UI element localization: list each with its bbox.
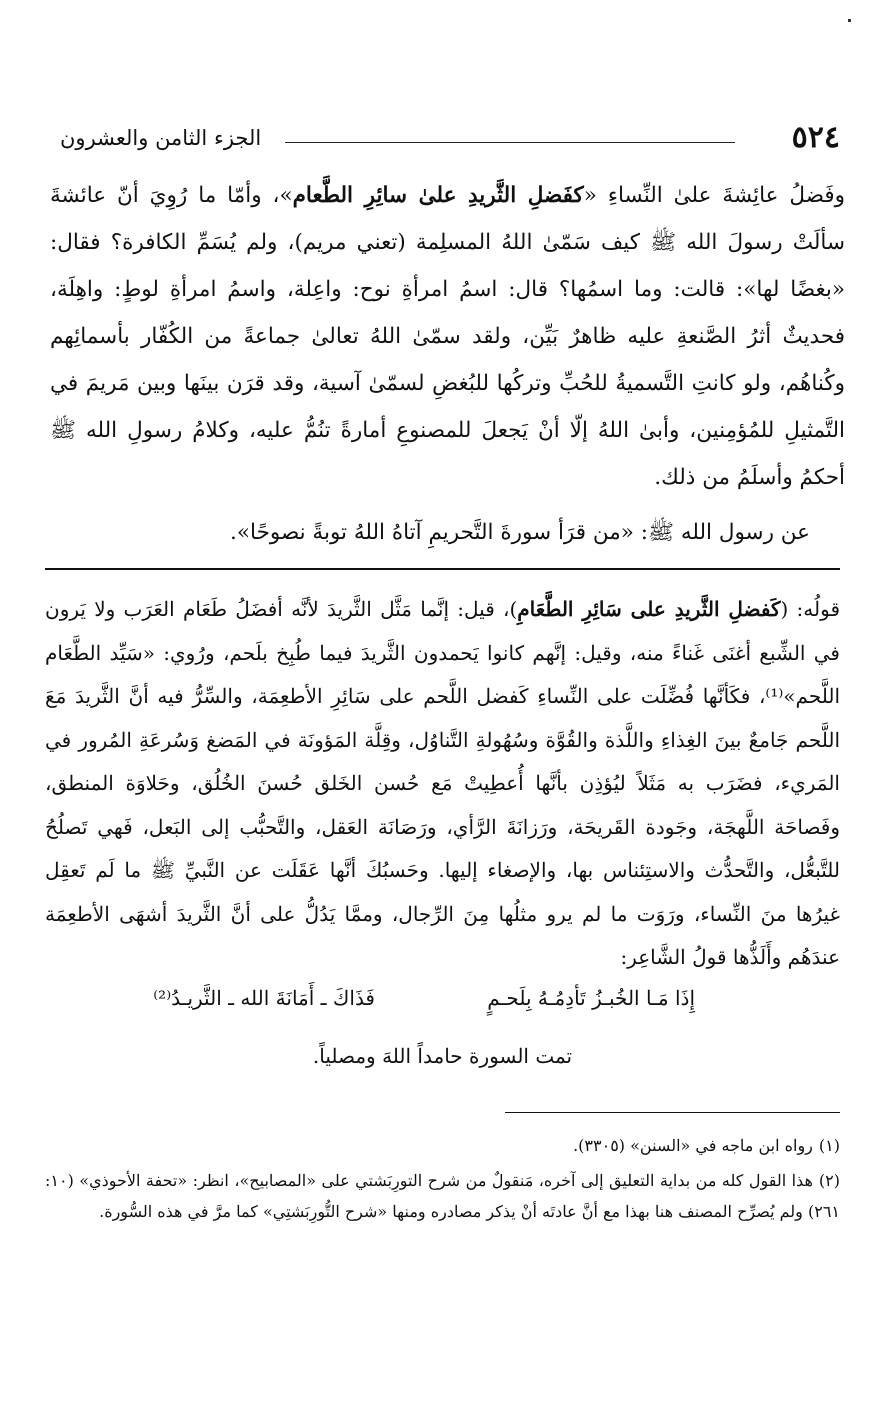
main-rest: »، وأمّا ما رُوِيَ أنّ عائشةَ سألَتْ رسولَ الله ﷺ كيف سَمّىٰ اللهُ المسلِمة (تعني مريم)، ولم يُسَمِّ الكافرة؟ فقال: «بغضًا لها»: قالت: وما اسمُها؟ قال: اسمُ امرأةِ نوح: واعِلة، واسمُ امرأةِ لوطٍ: واهِلَة، فحديثٌ أثرُ الصَّنعةِ عليه ظاهرٌ بَيِّن، ولقد سمّىٰ اللهُ تعالىٰ جماعةً من الكُفّار بأسمائِهم وكُناهُم، ولو كانتِ التَّسميةُ للحُبِّ وتركُها للبُغضِ لسمّىٰ آسية، وقد قرَن بينَها وبين مَريمَ في التَّمثيلِ للمُؤمِنين، وأبىٰ اللهُ إلّا أنْ يَجعلَ للمصنوعِ أمارةً تنُمُّ عليه، وكلامُ رسولِ الله ﷺ أحكمُ وأسلَمُ من ذلك. [50, 183, 845, 490]
footnote-rule [505, 1112, 840, 1113]
scan-mark [848, 19, 851, 22]
footnote-text: هذا القول كله من بداية التعليق إلى آخره، مَنقولٌ من شرح التورِبَشتي على «المصابيح»، انظر: «تحفة الأحوذي» (١٠: ٢٦١) ولم يُصرِّح المصنف هنا بهذا مع أنَّ عادتَه أنْ يذكر مصادره ومنها «شرح التُّورِبَشتِي» كما مرَّ في هذه السُّورة. [45, 1171, 840, 1221]
commentary [45, 588, 840, 1068]
footnote [45, 1165, 840, 1227]
footnote-text: رواه ابن ماجه في «السنن» (٣٣٠٥). [573, 1136, 813, 1155]
bold-quote: كفَضلِ الثَّريدِ علىٰ سائِرِ الطَّعام [292, 183, 584, 208]
main-text [50, 172, 845, 556]
verse-hemistich-first: إِذَا مَـا الخُبـزُ تَأدِمُـهُ بِلَحـمٍ [487, 985, 695, 1010]
page-header [60, 120, 840, 170]
verse-hemistich-second: فَذَاكَ ـ أَمَانَةَ الله ـ الثَّريـدُ⁽²⁾ [153, 985, 375, 1010]
footnotes [45, 1130, 840, 1231]
hadith-line: عن رسول الله ﷺ: «من قرَأ سورةَ التَّحريمِ آتاهُ اللهُ توبةً نصوحًا». [230, 520, 810, 545]
footnote-number: (٢) [818, 1171, 840, 1190]
poetry-verse [45, 982, 840, 1034]
main-paragraph: وفَضلُ عائِشةَ علىٰ النِّساءِ «كفَضلِ الثَّريدِ علىٰ سائِرِ الطَّعام»، وأمّا ما رُوِيَ أنّ عائشةَ سألَتْ رسولَ الله ﷺ كيف سَمّىٰ اللهُ المسلِمة (تعني مريم)، ولم يُسَمِّ الكافرة؟ فقال: «بغضًا لها»: قالت: وما اسمُها؟ قال: اسمُ امرأةِ نوح: واعِلة، واسمُ امرأةِ لوطٍ: واهِلَة، فحديثٌ أثرُ الصَّنعةِ عليه ظاهرٌ بَيِّن، ولقد سمّىٰ اللهُ تعالىٰ جماعةً من الكُفّار بأسمائِهم وكُناهُم، ولو كانتِ التَّسميةُ للحُبِّ وتركُها للبُغضِ لسمّىٰ آسية، وقد قرَن بينَها وبين مَريمَ في التَّمثيلِ للمُؤمِنين، وأبىٰ اللهُ إلّا أنْ يَجعلَ للمصنوعِ أمارةً تنُمُّ عليه، وكلامُ رسولِ الله ﷺ أحكمُ وأسلَمُ من ذلك. [50, 183, 846, 490]
closing-line: تمت السورة حامداً اللهَ ومصلياً. [312, 1043, 573, 1068]
page-number: ٥٢٤ [791, 120, 840, 155]
commentary-bold-quote: كَفضلِ الثَّريدِ على سَائِرِ الطَّعَامِ [517, 597, 781, 621]
running-title: الجزء الثامن والعشرون [60, 126, 262, 150]
commentary-opening: قولُه: ( [780, 597, 841, 621]
header-rule [285, 142, 735, 143]
section-separator [45, 568, 840, 570]
main-intro: وفَضلُ عائِشةَ علىٰ النِّساءِ [596, 183, 846, 208]
footnote-number: (١) [818, 1136, 840, 1155]
commentary-paragraph [45, 588, 840, 980]
footnote [45, 1130, 840, 1161]
commentary-rest: )، قيل: إنَّما مَثَّل الثَّريدَ لأنَّه أفضَلُ طَعَام العَرَب ولا يَرون في الشِّبع أغنَى غَناءً منه، وقيل: إنَّهم كانوا يَحمدون الثَّريدَ فيما طُبِخ بلَحم، ورُوي: «سَيِّد الطَّعَام اللَّحم»⁽¹⁾، فكَأنَّها فُضِّلَت على النِّساءِ كَفضل اللَّحم على سَائِرِ الأطعِمَة، والسِّرُّ فيه أنَّ الثَّريدَ مَعَ اللَّحم جَامعٌ بينَ الغِذاءِ واللَّذة والقُوَّة وسُهُولةِ التَّناوُل، وقِلَّة المَؤونَة في المَضغ وَسُرعَةِ المُرور في المَري‌ء، فضَرَب به مَثَلاً ليُؤذِن بأنَّها أُعطِيتْ مَع حُسن الخَلق حُسنَ الخُلُق، وحَلاوَة المنطق، وفَصاحَة اللَّهجَة، وجَودة القَريحَة، ورَزانَةَ الرَّأي، ورَصَانَة العَقل، والتَّحبُّب إلى البَعل، فَهي تَصلُحُ للتَّبعُّل، والتَّحدُّث والاستِئناس بها، والإصغاء إليها. وحَسبُكَ أنَّها عَقَلَت عن النَّبيِّ ﷺ ما لَم تَعقِل غيرُها منَ النِّساء، ورَوَت ما لم يرو مثلُها مِنَ الرِّجال، وممَّا يَدُلُّ على أنَّ الثَّريدَ أشهَى الأطعِمَة عندَهُم وأَلَذُّها قولُ الشَّاعِر: [45, 597, 840, 969]
